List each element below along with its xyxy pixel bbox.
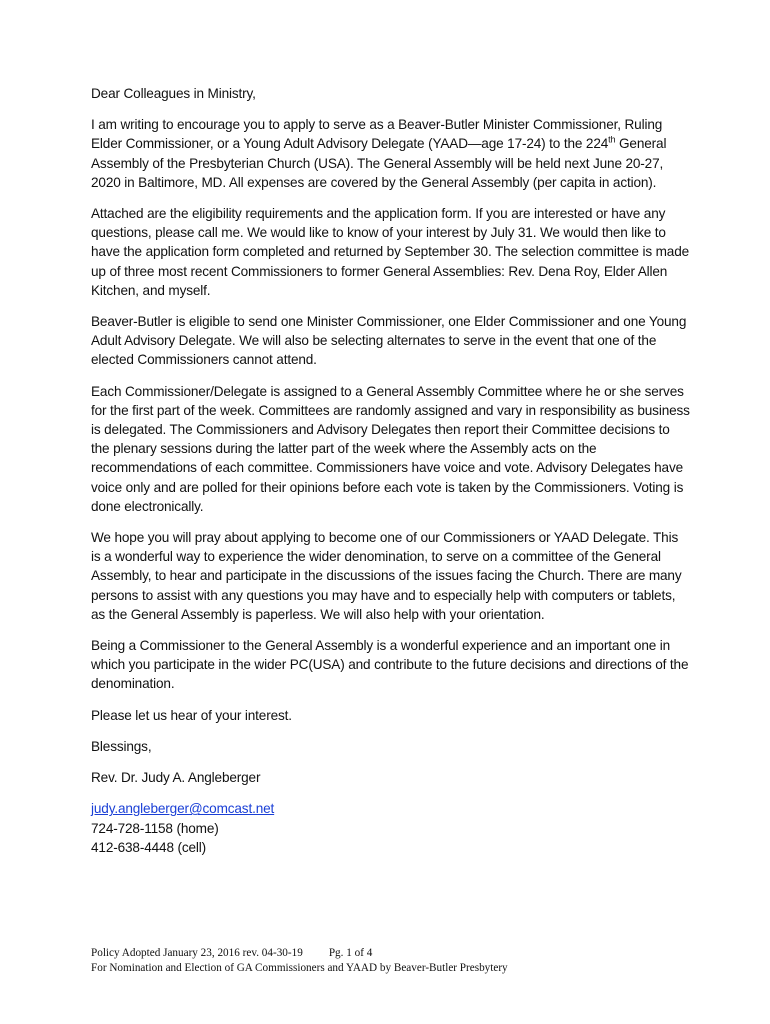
policy-date: Policy Adopted January 23, 2016 rev. 04-30-19 [91,947,303,959]
email-link[interactable]: judy.angleberger@comcast.net [91,801,275,817]
closing: Blessings, [91,738,152,754]
invitation-text-start: I am writing to encourage you to apply to serve as a Beaver-Butler Minister Commissioner, Ruling Elder Commissioner, or a Young Adult Advisory Delegate (YAAD—age 17-24) to the 224 [91,117,663,152]
invitation-text-end: General Assembly of the Presbyterian Church (USA). The General Assembly will be held next June 20-27, 2020 in Baltimore, MD. All expenses are covered by the General Assembly (per capita in action). [91,136,667,190]
salutation: Dear Colleagues in Ministry, [91,86,256,101]
ordinal-suffix: th [608,134,616,145]
paragraph-invitation [91,115,691,192]
letter-body [91,84,691,857]
phone-cell: 412-638-4448 (cell) [91,839,207,855]
paragraph-experience: Being a Commissioner to the General Assembly is a wonderful experience and an important one in which you participate in the wider PC(USA) and contribute to the future decisions and directions of the denomination. [91,638,689,692]
footer-line-1 [91,946,691,961]
paragraph-committees: Each Commissioner/Delegate is assigned to a General Assembly Committee where he or she serves for the first part of the week. Committees are randomly assigned and vary in responsibility as business is delegated. The Commissioners and Advisory Delegates then report their Committee decisions to the plenary sessions during the latter part of the week where the Assembly acts on the recommendations of each committee. Commissioners have voice and vote. Advisory Delegates have voice only and are polled for their opinions before each vote is taken by the Commissioners. Voting is done electronically. [91,383,690,514]
page-footer [91,946,691,975]
paragraph-delegation: Beaver-Butler is eligible to send one Minister Commissioner, one Elder Commissioner and one Young Adult Advisory Delegate. We will also be selecting alternates to serve in the event that one of the elected Commissioners cannot attend. [91,314,687,368]
paragraph-eligibility: Attached are the eligibility requirements and the application form. If you are interested or have any questions, please call me. We would like to know of your interest by July 31. We would then like to have the application form completed and returned by September 30. The selection committee is made up of three most recent Commissioners to former General Assemblies: Rev. Dena Roy, Elder Allen Kitchen, and myself. [91,206,690,298]
contact-block [91,799,691,857]
signature: Rev. Dr. Judy A. Angleberger [91,770,261,786]
footer-title: For Nomination and Election of GA Commissioners and YAAD by Beaver-Butler Presbytery [91,961,508,974]
paragraph-prayer: We hope you will pray about applying to become one of our Commissioners or YAAD Delegate. This is a wonderful way to experience the wider denomination, to serve on a committee of the General Assembly, to hear and participate in the discussions of the issues facing the Church. There are many persons to assist with any questions you may have and to especially help with computers or tablets, as the General Assembly is paperless. We will also help with your orientation. [91,530,682,622]
page-number: Pg. 1 of 4 [328,947,373,959]
phone-home: 724-728-1158 (home) [91,820,219,836]
paragraph-request: Please let us hear of your interest. [91,707,292,723]
